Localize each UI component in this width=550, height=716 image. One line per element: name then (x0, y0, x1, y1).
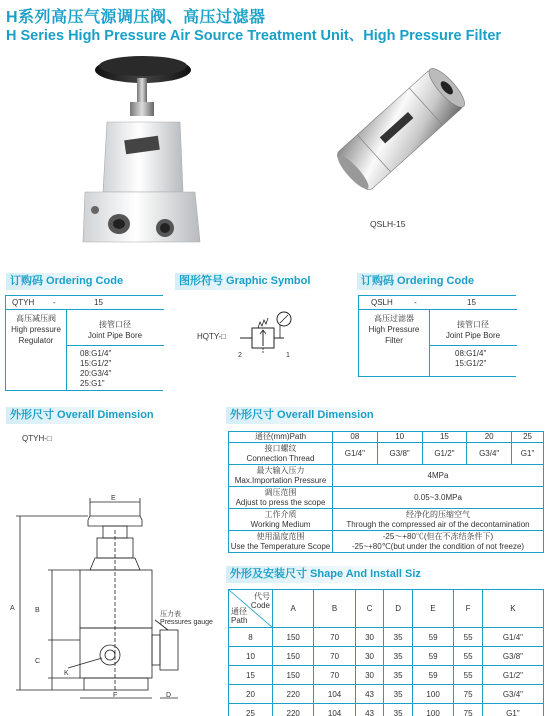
dim-f: F (113, 692, 118, 699)
regulator-symbol-icon (240, 310, 300, 358)
filter-photo (325, 60, 475, 200)
table-header-row: 代号 Code 通径 Path A B C D E F K (229, 590, 544, 628)
symbol-port-1: 1 (286, 352, 290, 359)
model-dash: - (53, 298, 56, 307)
graphic-symbol-heading: 图形符号 Graphic Symbol (175, 273, 320, 290)
overall-dimension-heading-left: 外形尺寸 Overall Dimension (6, 407, 164, 424)
size-options: 08:G1/4" 15:G1/2" 20:G3/4" 25:G1" (80, 349, 112, 388)
regulator-drawing (0, 490, 225, 716)
product-name: 高压过滤器 High Pressure Filter (368, 314, 420, 345)
overall-dimension-heading-right: 外形尺寸 Overall Dimension (226, 407, 384, 424)
ordering-code-heading-left: 订购码 Ordering Code (6, 273, 133, 290)
table-row: 15 150 70 30 35 59 55 G1/2" (229, 666, 544, 685)
model-dash: - (414, 298, 417, 307)
ordering-box-filter (358, 295, 516, 377)
ordering-code-heading-right: 订购码 Ordering Code (357, 273, 484, 290)
pipe-bore-label: 接管口径 Joint Pipe Bore (87, 320, 143, 340)
table-row: 工作介质 Working Medium 经净化的压缩空气 Through the compressed air of the decontamination (229, 509, 544, 531)
shape-install-heading: 外形及安装尺寸 Shape And Install Siz (226, 566, 431, 583)
table-row: 调压范围 Adjust to press the scope 0.05~3.0MPa (229, 487, 544, 509)
symbol-model-label: HQTY-□ (197, 332, 226, 341)
drawing-model-label: QTYH-□ (22, 434, 52, 443)
dim-a: A (10, 605, 15, 612)
corner-cell: 代号 Code 通径 Path (229, 590, 273, 628)
ordering-box-regulator (5, 295, 163, 391)
table-row: 20 220 104 43 35 100 75 G3/4" (229, 685, 544, 704)
product-name: 高压减压阀 High pressure Regulator (11, 314, 61, 345)
gauge-label: 压力表 Pressures gauge (160, 611, 213, 626)
model-code: QSLH (371, 298, 393, 307)
regulator-photo (75, 52, 210, 257)
filter-caption: QSLH-15 (370, 219, 406, 229)
page-title-cn: H系列高压气源调压阀、高压过滤器 (6, 9, 266, 26)
size-code: 15 (94, 298, 103, 307)
table-row: 通径(mm)Path 08 10 15 20 25 (229, 432, 544, 443)
dim-b: B (35, 607, 40, 614)
table-row: 25 220 104 43 35 100 75 G1" (229, 704, 544, 716)
table-row: 接口螺纹 Connection Thread G1/4" G3/8" G1/2" G3/4" G1" (229, 443, 544, 465)
size-code: 15 (467, 298, 476, 307)
dim-e: E (111, 495, 116, 502)
size-options: 08:G1/4" 15:G1/2" (455, 349, 487, 368)
symbol-port-2: 2 (238, 352, 242, 359)
install-table (228, 589, 544, 716)
dim-c: C (35, 658, 41, 665)
table-row: 10 150 70 30 35 59 55 G3/8" (229, 647, 544, 666)
dim-d: D (166, 692, 172, 699)
table-row: 使用温度范围 Use the Temperature Scope -25～+80℃(但在不冻结条件下) -25~+80℃(but under the condition of not freeze) (229, 531, 544, 553)
pipe-bore-label: 接管口径 Joint Pipe Bore (445, 320, 501, 340)
spec-table (228, 431, 544, 553)
page-title-en: H Series High Pressure Air Source Treatment Unit、High Pressure Filter (6, 28, 502, 44)
table-row: 最大输入压力 Max.Importation Pressure 4MPa (229, 465, 544, 487)
table-row: 8 150 70 30 35 59 55 G1/4" (229, 628, 544, 647)
model-code: QTYH (12, 298, 35, 307)
dim-k: K (64, 670, 69, 677)
